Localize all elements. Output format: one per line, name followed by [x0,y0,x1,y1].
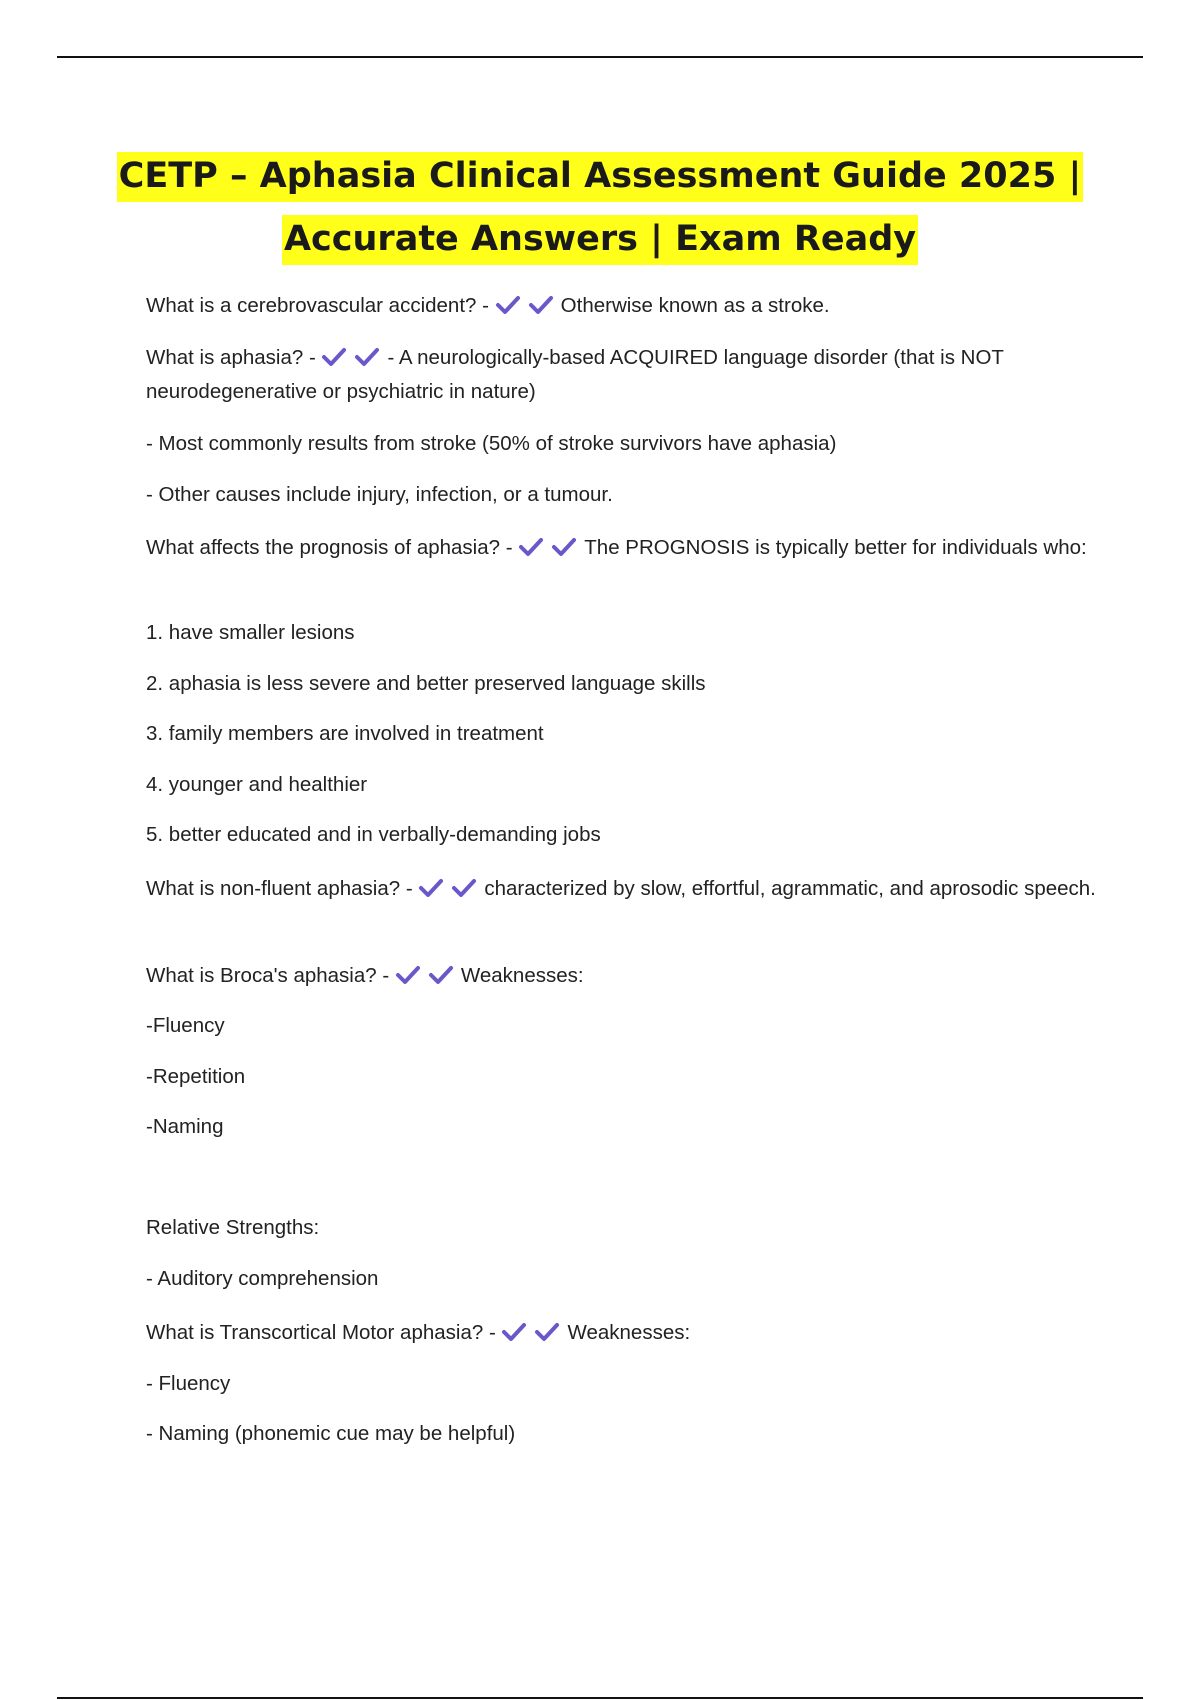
detail-line: - Other causes include injury, infection, or a tumour. [146,483,613,506]
detail-line: -Repetition [146,1065,246,1088]
detail-line: - Auditory comprehension [146,1267,379,1290]
list-item: 5. better educated and in verbally-demanding jobs [146,823,601,846]
check-icon [534,1321,560,1343]
check-icon [518,536,544,558]
detail-line: - Naming (phonemic cue may be helpful) [146,1422,516,1445]
title-line-2: Accurate Answers | Exam Ready [282,215,918,265]
check-icon [528,294,554,316]
top-rule [57,56,1143,58]
check-icon [501,1321,527,1343]
list-item: 4. younger and healthier [146,773,368,796]
question-text: What is Broca's aphasia? - [146,964,390,987]
detail-line: - Fluency [146,1372,231,1395]
qa-item [146,341,1096,409]
answer-text: Otherwise known as a stroke. [560,294,830,317]
qa-item [146,872,1096,906]
check-icon [551,536,577,558]
question-text: What is a cerebrovascular accident? - [146,294,489,317]
question-text: What is aphasia? - [146,346,316,369]
answer-text: The PROGNOSIS is typically better for individuals who: [584,536,1087,559]
detail-line: - Most commonly results from stroke (50% of stroke survivors have aphasia) [146,432,837,455]
answer-text: Weaknesses: [460,964,584,987]
question-text: What affects the prognosis of aphasia? - [146,536,513,559]
answer-text: characterized by slow, effortful, agrammatic, and aprosodic speech. [484,877,1096,900]
list-item: 2. aphasia is less severe and better preserved language skills [146,672,706,695]
answer-text: - A neurologically-based ACQUIRED language disorder (that is NOT neurodegenerative or psychiatric in nature) [146,346,1004,403]
question-text: What is Transcortical Motor aphasia? - [146,1321,496,1344]
question-text: What is non-fluent aphasia? - [146,877,413,900]
qa-item [146,959,1096,993]
qa-item [146,531,1096,565]
check-icon [428,964,454,986]
qa-item [146,289,1096,323]
answer-text: Weaknesses: [567,1321,691,1344]
qa-item [146,1316,1096,1350]
detail-line: Relative Strengths: [146,1216,320,1239]
check-icon [495,294,521,316]
check-icon [321,346,347,368]
title-line-1: CETP – Aphasia Clinical Assessment Guide 2025 | [117,152,1084,202]
list-item: 3. family members are involved in treatment [146,722,544,745]
check-icon [451,877,477,899]
detail-line: -Fluency [146,1014,225,1037]
check-icon [418,877,444,899]
list-item: 1. have smaller lesions [146,621,355,644]
detail-line: -Naming [146,1115,224,1138]
check-icon [354,346,380,368]
document-title [60,145,1140,271]
check-icon [395,964,421,986]
bottom-rule [57,1697,1143,1699]
